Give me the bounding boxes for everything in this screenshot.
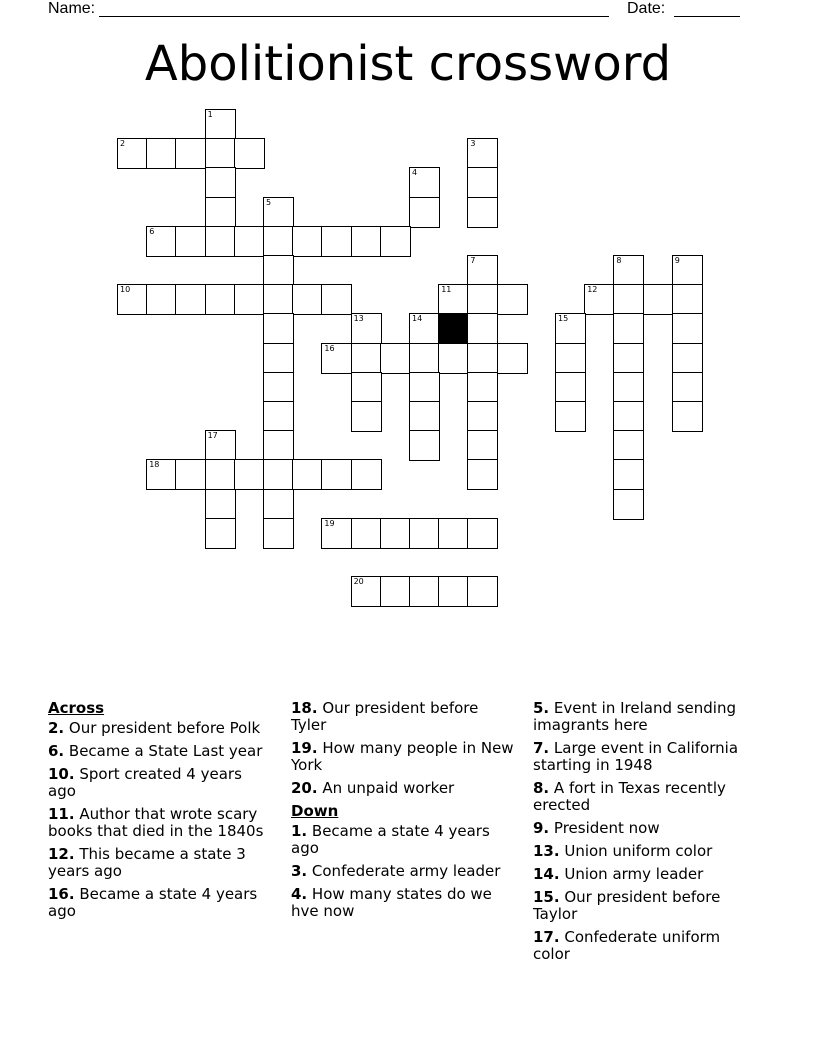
grid-cell[interactable] — [555, 343, 586, 374]
grid-cell[interactable] — [263, 255, 294, 286]
grid-cell[interactable] — [467, 401, 498, 432]
clue-item-text: How many people in New York — [291, 739, 514, 774]
grid-cell[interactable] — [497, 284, 528, 315]
grid-cell[interactable] — [292, 459, 323, 490]
grid-cell[interactable] — [672, 343, 703, 374]
down-clue-list-continued — [533, 700, 755, 963]
grid-cell[interactable] — [205, 459, 236, 490]
grid-cell[interactable] — [409, 401, 440, 432]
grid-cell[interactable] — [643, 284, 674, 315]
grid-cell[interactable] — [467, 459, 498, 490]
grid-cell[interactable] — [672, 284, 703, 315]
clue-item — [291, 740, 516, 774]
clue-item-number: 2. — [48, 719, 65, 737]
grid-cell[interactable] — [263, 489, 294, 520]
grid-cell[interactable] — [380, 226, 411, 257]
clue-item-text: A fort in Texas recently erected — [533, 779, 726, 814]
clue-number: 5 — [266, 197, 272, 207]
clue-item-number: 18. — [291, 699, 318, 717]
grid-cell[interactable] — [263, 197, 294, 228]
grid-cell[interactable] — [234, 284, 265, 315]
grid-cell[interactable] — [146, 138, 177, 169]
clue-number: 10 — [120, 285, 131, 295]
grid-cell[interactable] — [467, 430, 498, 461]
grid-cell[interactable] — [234, 138, 265, 169]
clue-item — [533, 820, 755, 837]
clue-item — [48, 886, 273, 920]
clue-number: 16 — [324, 343, 335, 353]
grid-cell[interactable] — [263, 518, 294, 549]
clue-item-number: 7. — [533, 739, 550, 757]
date-label: Date: — [627, 0, 666, 17]
grid-cell[interactable] — [409, 576, 440, 607]
clue-item — [533, 780, 755, 814]
clue-item-number: 3. — [291, 862, 308, 880]
grid-cell[interactable] — [467, 576, 498, 607]
grid-cell[interactable] — [205, 430, 236, 461]
grid-cell[interactable] — [263, 372, 294, 403]
grid-cell[interactable] — [351, 226, 382, 257]
grid-cell[interactable] — [555, 401, 586, 432]
grid-cell[interactable] — [263, 459, 294, 490]
clue-item-number: 8. — [533, 779, 550, 797]
grid-cell[interactable] — [321, 284, 352, 315]
clue-item-text: Union army leader — [559, 865, 704, 883]
grid-cell[interactable] — [146, 226, 177, 257]
clue-item-number: 1. — [291, 822, 308, 840]
clue-number: 14 — [412, 314, 423, 324]
clue-item-text: Sport created 4 years ago — [48, 765, 242, 800]
clue-item-number: 20. — [291, 779, 318, 797]
grid-cell[interactable] — [351, 313, 382, 344]
clue-number: 17 — [207, 431, 218, 441]
grid-cell[interactable] — [467, 255, 498, 286]
clue-item-text: Union uniform color — [559, 842, 713, 860]
clue-item-number: 9. — [533, 819, 550, 837]
clue-number: 20 — [353, 577, 364, 587]
grid-cell[interactable] — [175, 284, 206, 315]
clue-item — [48, 720, 273, 737]
clue-item — [291, 886, 516, 920]
clue-item — [533, 843, 755, 860]
grid-cell[interactable] — [555, 372, 586, 403]
clue-item — [533, 700, 755, 734]
grid-cell[interactable] — [438, 343, 469, 374]
grid-cell[interactable] — [175, 138, 206, 169]
grid-cell[interactable] — [205, 197, 236, 228]
clue-item-number: 4. — [291, 885, 308, 903]
grid-cell[interactable] — [409, 313, 440, 344]
clue-item — [291, 700, 516, 734]
clue-item-number: 14. — [533, 865, 560, 883]
grid-cell[interactable] — [205, 518, 236, 549]
grid-cell[interactable] — [467, 372, 498, 403]
clue-item-text: Became a state 4 years ago — [48, 885, 258, 920]
grid-cell[interactable] — [205, 226, 236, 257]
clue-item-text: This became a state 3 years ago — [48, 845, 246, 880]
grid-cell[interactable] — [351, 576, 382, 607]
clue-item-text: Our president before Polk — [64, 719, 261, 737]
clue-item-number: 19. — [291, 739, 318, 757]
down-clue-list — [291, 823, 516, 920]
page-title: Abolitionist crossword — [144, 36, 672, 92]
clue-item-number: 17. — [533, 928, 560, 946]
clue-item-number: 16. — [48, 885, 75, 903]
grid-cell[interactable] — [292, 226, 323, 257]
grid-cell[interactable] — [263, 313, 294, 344]
grid-cell[interactable] — [205, 138, 236, 169]
clue-item-text: Large event in California starting in 1948 — [533, 739, 739, 774]
clue-item — [291, 863, 516, 880]
grid-cell[interactable] — [467, 138, 498, 169]
clue-item-number: 13. — [533, 842, 560, 860]
grid-cell[interactable] — [205, 167, 236, 198]
clue-number: 19 — [324, 518, 335, 528]
grid-cell[interactable] — [409, 518, 440, 549]
clue-number: 1 — [207, 110, 213, 119]
clue-item-text: Confederate army leader — [307, 862, 501, 880]
clue-number: 8 — [616, 256, 622, 265]
grid-cell[interactable] — [613, 313, 644, 344]
grid-block-cell — [438, 313, 469, 344]
grid-cell[interactable] — [409, 197, 440, 228]
clue-item — [291, 780, 516, 797]
clue-item-text: How many states do we hve now — [291, 885, 492, 920]
grid-cell[interactable] — [351, 401, 382, 432]
grid-cell[interactable] — [613, 255, 644, 286]
clue-item-number: 6. — [48, 742, 65, 760]
grid-cell[interactable] — [263, 343, 294, 374]
grid-cell[interactable] — [467, 313, 498, 344]
grid-cell[interactable] — [672, 255, 703, 286]
grid-cell[interactable] — [146, 284, 177, 315]
grid-cell[interactable] — [380, 518, 411, 549]
grid-cell[interactable] — [672, 372, 703, 403]
grid-cell[interactable] — [263, 430, 294, 461]
grid-cell[interactable] — [438, 284, 469, 315]
clue-item-text: Event in Ireland sending imagrants here — [533, 699, 737, 734]
clue-column-1 — [48, 700, 273, 926]
grid-cell[interactable] — [613, 401, 644, 432]
across-clue-list-continued — [291, 700, 516, 797]
grid-cell[interactable] — [409, 430, 440, 461]
grid-cell[interactable] — [321, 343, 352, 374]
clue-item — [48, 743, 273, 760]
grid-cell[interactable] — [613, 430, 644, 461]
grid-cell[interactable] — [351, 343, 382, 374]
grid-cell[interactable] — [117, 284, 148, 315]
clue-number: 13 — [353, 314, 364, 324]
grid-cell[interactable] — [409, 167, 440, 198]
grid-cell[interactable] — [205, 109, 236, 140]
grid-cell[interactable] — [584, 284, 615, 315]
across-heading: Across — [48, 699, 105, 717]
clue-item-text: Became a state 4 years ago — [291, 822, 490, 857]
grid-cell[interactable] — [672, 401, 703, 432]
grid-cell[interactable] — [613, 343, 644, 374]
grid-cell[interactable] — [263, 226, 294, 257]
grid-cell[interactable] — [409, 343, 440, 374]
grid-cell[interactable] — [117, 138, 148, 169]
grid-cell[interactable] — [467, 167, 498, 198]
grid-cell[interactable] — [380, 343, 411, 374]
clue-item — [533, 866, 755, 883]
grid-cell[interactable] — [497, 343, 528, 374]
grid-cell[interactable] — [321, 459, 352, 490]
grid-cell[interactable] — [409, 372, 440, 403]
clue-number: 2 — [120, 139, 126, 149]
grid-cell[interactable] — [380, 576, 411, 607]
clue-item-number: 12. — [48, 845, 75, 863]
clue-item-number: 5. — [533, 699, 550, 717]
grid-cell[interactable] — [146, 459, 177, 490]
grid-cell[interactable] — [321, 226, 352, 257]
clue-number: 6 — [149, 226, 155, 236]
clue-item-number: 15. — [533, 888, 560, 906]
grid-cell[interactable] — [175, 226, 206, 257]
clue-item-text: Our president before Tyler — [291, 699, 479, 734]
grid-cell[interactable] — [438, 518, 469, 549]
clue-number: 9 — [674, 256, 680, 265]
clue-number: 18 — [149, 460, 160, 470]
clue-column-2 — [291, 700, 516, 926]
grid-cell[interactable] — [263, 284, 294, 315]
grid-cell[interactable] — [321, 518, 352, 549]
clue-item-text: Confederate uniform color — [533, 928, 721, 963]
grid-cell[interactable] — [613, 459, 644, 490]
grid-cell[interactable] — [467, 197, 498, 228]
clue-number: 11 — [441, 285, 452, 295]
grid-cell[interactable] — [234, 459, 265, 490]
clue-item — [533, 929, 755, 963]
grid-cell[interactable] — [613, 372, 644, 403]
grid-cell[interactable] — [234, 226, 265, 257]
clue-item-number: 11. — [48, 805, 75, 823]
clue-item-text: Became a State Last year — [64, 742, 263, 760]
clue-item-text: Author that wrote scary books that died in the 1840s — [48, 805, 264, 840]
clue-item — [48, 766, 273, 800]
grid-cell[interactable] — [205, 489, 236, 520]
clue-item — [48, 806, 273, 840]
clue-number: 7 — [470, 256, 476, 265]
grid-cell[interactable] — [351, 459, 382, 490]
grid-cell[interactable] — [205, 284, 236, 315]
grid-cell[interactable] — [672, 313, 703, 344]
grid-cell[interactable] — [351, 372, 382, 403]
name-label: Name: — [48, 0, 96, 17]
clue-item-text: An unpaid worker — [317, 779, 455, 797]
clue-number: 12 — [587, 285, 598, 295]
grid-cell[interactable] — [438, 576, 469, 607]
clue-item-text: President now — [549, 819, 660, 837]
grid-cell[interactable] — [555, 313, 586, 344]
clue-number: 15 — [558, 314, 569, 324]
grid-cell[interactable] — [351, 518, 382, 549]
grid-cell[interactable] — [467, 343, 498, 374]
down-heading: Down — [291, 802, 339, 820]
grid-cell[interactable] — [263, 401, 294, 432]
grid-cell[interactable] — [613, 284, 644, 315]
clue-item-text: Our president before Taylor — [533, 888, 721, 923]
grid-cell[interactable] — [292, 284, 323, 315]
grid-cell[interactable] — [467, 518, 498, 549]
across-clue-list — [48, 720, 273, 920]
clue-item-number: 10. — [48, 765, 75, 783]
clue-number: 4 — [412, 168, 418, 178]
grid-cell[interactable] — [175, 459, 206, 490]
clue-item — [533, 740, 755, 774]
clue-column-3 — [533, 700, 755, 969]
clue-item — [533, 889, 755, 923]
clue-number: 3 — [470, 139, 476, 149]
clue-item — [291, 823, 516, 857]
grid-cell[interactable] — [467, 284, 498, 315]
grid-cell[interactable] — [613, 489, 644, 520]
clue-item — [48, 846, 273, 880]
